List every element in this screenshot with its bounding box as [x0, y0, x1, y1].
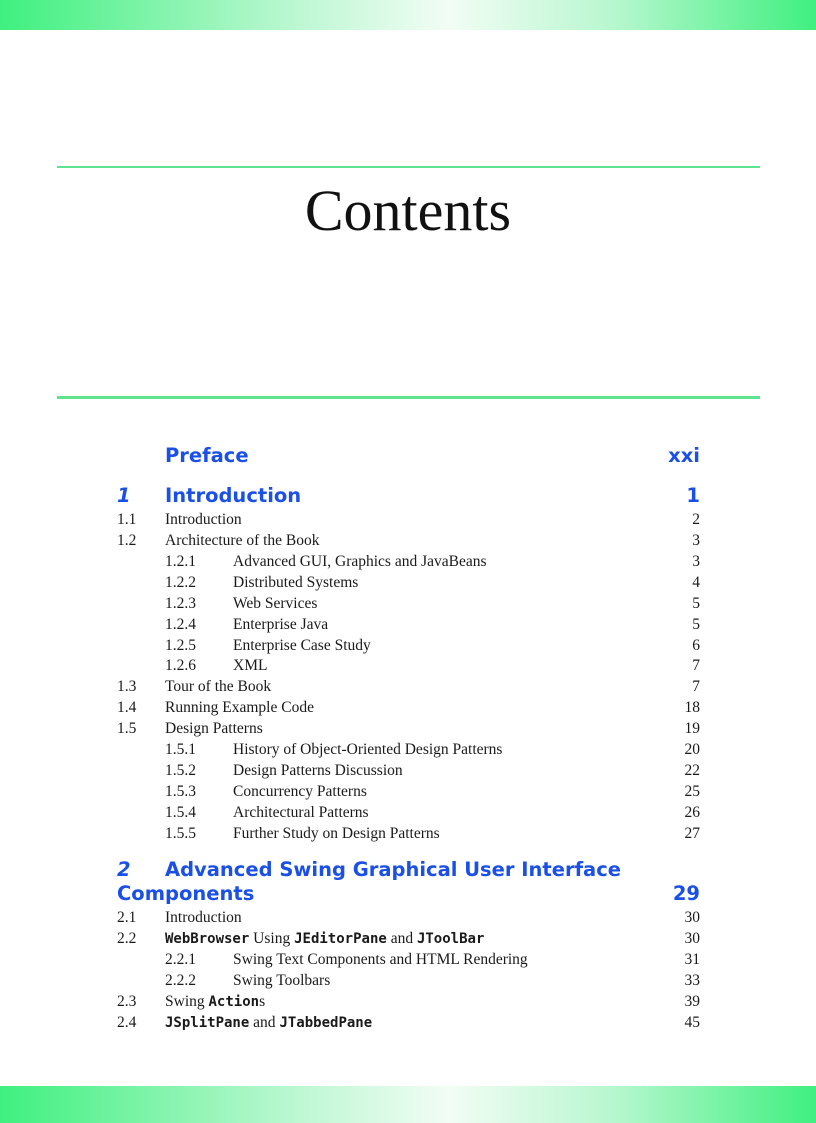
section-number: 2.3: [117, 993, 137, 1010]
section-title: [165, 1012, 372, 1034]
subsection-title: Distributed Systems: [233, 574, 359, 591]
subsection-number: 1.5.5: [165, 825, 196, 842]
section-page: 2: [692, 511, 700, 528]
subsection-number: 2.2.1: [165, 951, 196, 968]
subsection-title: History of Object-Oriented Design Patterns: [233, 741, 503, 758]
subsection-page: 5: [692, 595, 700, 612]
preface-page: xxi: [668, 444, 700, 467]
toc-entry[interactable]: [0, 530, 816, 551]
section-title: [165, 991, 265, 1013]
toc-entry[interactable]: [0, 614, 816, 635]
code-term: Action: [208, 994, 260, 1010]
subsection-number: 1.2.2: [165, 574, 196, 591]
subsection-page: 33: [684, 972, 700, 989]
subsection-number: 1.2.6: [165, 657, 196, 674]
section-page: 45: [684, 1014, 700, 1031]
subsection-page: 27: [684, 825, 700, 842]
section-title: Tour of the Book: [165, 678, 272, 695]
subsection-number: 1.5.1: [165, 741, 196, 758]
subsection-title: XML: [233, 657, 268, 674]
toc-entry[interactable]: [0, 509, 816, 530]
section-page: 30: [684, 930, 700, 947]
subsection-title: Web Services: [233, 595, 318, 612]
toc-entry[interactable]: [0, 760, 816, 781]
section-title: Introduction: [165, 909, 242, 926]
subsection-number: 1.5.2: [165, 762, 196, 779]
section-title: [165, 928, 484, 950]
top-decorative-band: [0, 0, 816, 30]
subsection-title: Enterprise Case Study: [233, 637, 371, 654]
title-rule-top: [57, 166, 760, 168]
section-page: 19: [684, 720, 700, 737]
subsection-page: 22: [684, 762, 700, 779]
subsection-page: 7: [692, 657, 700, 674]
subsection-number: 1.5.4: [165, 804, 196, 821]
title-rule-bottom: [57, 396, 760, 399]
chapter-2-page: 29: [672, 882, 700, 905]
subsection-page: 3: [692, 553, 700, 570]
toc-entry[interactable]: [0, 928, 816, 949]
toc-entry[interactable]: [0, 718, 816, 739]
section-title: Running Example Code: [165, 699, 314, 716]
subsection-title: Swing Text Components and HTML Rendering: [233, 951, 528, 968]
toc-entry[interactable]: [0, 1012, 816, 1033]
subsection-number: 1.5.3: [165, 783, 196, 800]
section-number: 1.5: [117, 720, 137, 737]
toc-entry[interactable]: [0, 781, 816, 802]
section-page: 30: [684, 909, 700, 926]
bottom-decorative-band: [0, 1086, 816, 1123]
toc-entry[interactable]: [0, 970, 816, 991]
chapter-2-title-line1[interactable]: Advanced Swing Graphical User Interface: [165, 858, 622, 881]
toc-entry[interactable]: [0, 991, 816, 1012]
toc-entry[interactable]: [0, 572, 816, 593]
toc-entry[interactable]: [0, 802, 816, 823]
section-number: 1.4: [117, 699, 137, 716]
chapter-1-page: 1: [686, 484, 700, 507]
toc-entry[interactable]: [0, 949, 816, 970]
subsection-number: 1.2.3: [165, 595, 196, 612]
preface-label[interactable]: Preface: [165, 444, 249, 467]
code-term: JEditorPane: [294, 931, 387, 947]
subsection-number: 1.2.4: [165, 616, 196, 633]
section-number: 2.4: [117, 1014, 137, 1031]
title-text: and: [386, 930, 417, 947]
subsection-page: 20: [684, 741, 700, 758]
subsection-number: 1.2.1: [165, 553, 196, 570]
title-text: Swing: [165, 993, 209, 1010]
subsection-title: Advanced GUI, Graphics and JavaBeans: [233, 553, 487, 570]
section-page: 7: [692, 678, 700, 695]
subsection-number: 2.2.2: [165, 972, 196, 989]
chapter-2-number: 2: [117, 858, 131, 881]
toc-entry[interactable]: [0, 907, 816, 928]
title-text: and: [249, 1014, 280, 1031]
subsection-title: Architectural Patterns: [233, 804, 369, 821]
section-title: Introduction: [165, 511, 242, 528]
subsection-title: Further Study on Design Patterns: [233, 825, 440, 842]
section-page: 3: [692, 532, 700, 549]
subsection-page: 26: [684, 804, 700, 821]
section-number: 1.2: [117, 532, 137, 549]
section-title: Design Patterns: [165, 720, 263, 737]
code-term: JSplitPane: [165, 1015, 250, 1031]
section-page: 39: [684, 993, 700, 1010]
chapter-1-number: 1: [117, 484, 131, 507]
section-number: 2.2: [117, 930, 137, 947]
chapter-2-title-line2[interactable]: Components: [117, 882, 255, 905]
code-term: WebBrowser: [165, 931, 250, 947]
section-title: Architecture of the Book: [165, 532, 320, 549]
chapter-1-title[interactable]: Introduction: [165, 484, 302, 507]
section-number: 1.1: [117, 511, 137, 528]
subsection-page: 4: [692, 574, 700, 591]
toc-entry[interactable]: [0, 655, 816, 676]
toc-entry[interactable]: [0, 697, 816, 718]
section-number: 2.1: [117, 909, 137, 926]
subsection-page: 5: [692, 616, 700, 633]
toc-entry[interactable]: [0, 823, 816, 844]
toc-entry[interactable]: [0, 593, 816, 614]
subsection-title: Enterprise Java: [233, 616, 329, 633]
code-term: JToolBar: [416, 931, 485, 947]
subsection-page: 6: [692, 637, 700, 654]
code-term: JTabbedPane: [279, 1015, 373, 1031]
section-number: 1.3: [117, 678, 137, 695]
subsection-page: 25: [684, 783, 700, 800]
toc-entry[interactable]: [0, 739, 816, 760]
page-title: Contents: [304, 178, 512, 243]
title-text: s: [259, 993, 266, 1010]
toc-entry[interactable]: [0, 551, 816, 572]
title-text: Using: [249, 930, 295, 947]
subsection-title: Concurrency Patterns: [233, 783, 367, 800]
subsection-number: 1.2.5: [165, 637, 196, 654]
subsection-title: Design Patterns Discussion: [233, 762, 403, 779]
section-page: 18: [684, 699, 700, 716]
toc-entry[interactable]: [0, 676, 816, 697]
toc-entry[interactable]: [0, 635, 816, 656]
subsection-title: Swing Toolbars: [233, 972, 331, 989]
subsection-page: 31: [684, 951, 700, 968]
